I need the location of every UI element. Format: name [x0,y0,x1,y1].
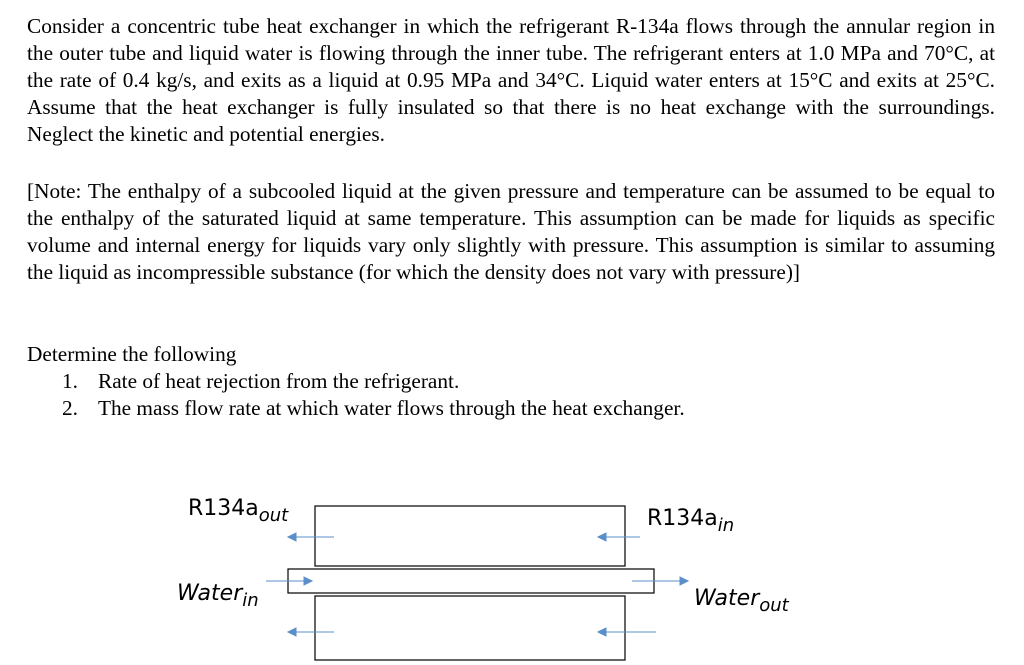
question-text: The mass flow rate at which water flows through the heat exchanger. [98,396,685,420]
water-in-arrowhead [304,577,312,585]
question-text: Rate of heat rejection from the refrigerant. [98,369,460,393]
outer-tube-top [315,506,625,566]
r134a-in-arrowhead-top [598,533,606,541]
r134a-in-label: $R134a_{in}$ [647,506,735,536]
r134a-out-label: $R134a_{out}$ [188,496,289,526]
prompt-text: Determine the following [27,342,237,366]
outer-tube-bottom [315,596,625,660]
intro-paragraph: Consider a concentric tube heat exchanger in which the refrigerant R-134a flows through the annular region in the outer tube and liquid water is flowing through the inner tube. The refrigerant enters at 1.0 MPa and 70°C, at the rate of 0.4 kg/s, and exits as a liquid at 0.95 MPa and 34°C. Liquid water enters at 15°C and exits at 25°C. Assume that the heat exchanger is fully insulated so that there is no heat exchange with the surroundings. Neglect the kinetic and potential energies. [27,14,995,146]
inner-tube [288,569,654,593]
question-number: 2. [62,396,78,420]
note-paragraph: [Note: The enthalpy of a subcooled liquid at the given pressure and temperature can be assumed to be equal to the enthalpy of the saturated liquid at same temperature. This assumption can be made for liquids as specific volume and internal energy for liquids vary only slightly with pressure. This assumption is similar to assuming the liquid as incompressible substance (for which the density does not vary with pressure)] [27,179,995,284]
r134a-out-arrowhead-bottom [288,628,296,636]
r134a-in-arrowhead-bottom [598,628,606,636]
water-out-arrowhead [680,577,688,585]
r134a-out-arrowhead-top [288,533,296,541]
question-number: 1. [62,369,78,393]
water-in-label: Water$_{in}$ [177,581,259,611]
water-out-label: Water$_{out}$ [694,586,789,616]
